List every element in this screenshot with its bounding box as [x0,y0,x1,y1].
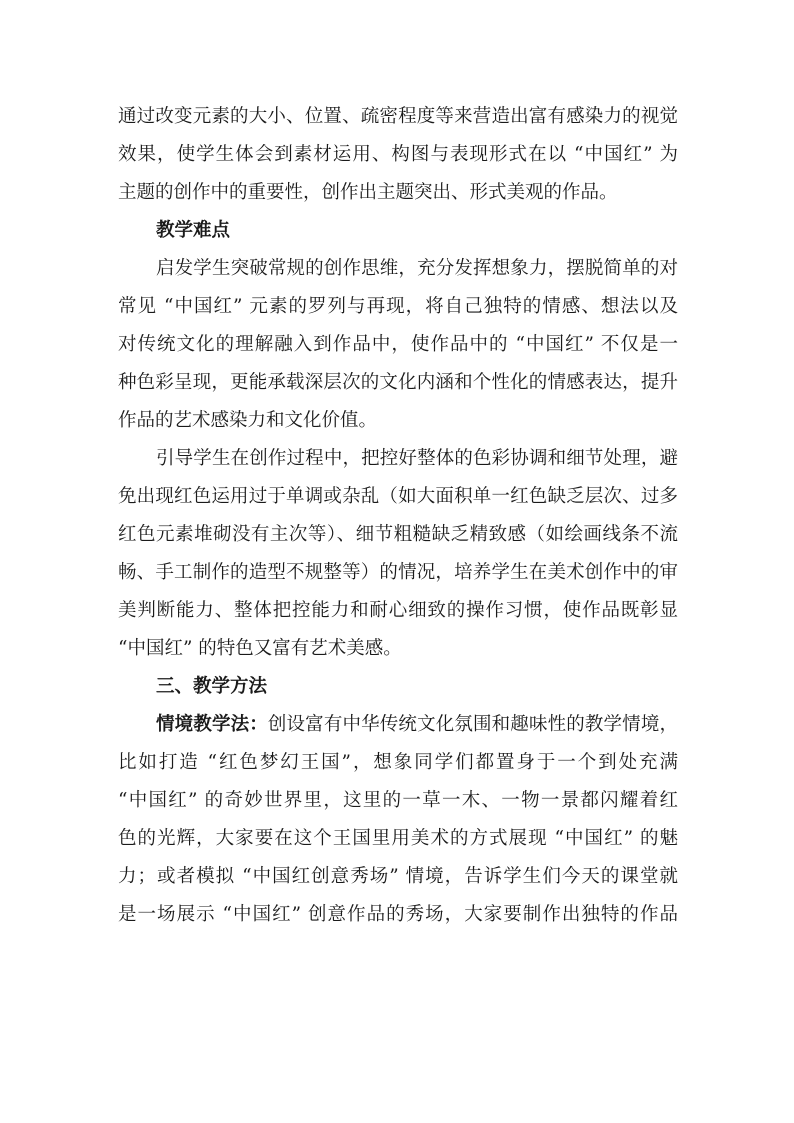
paragraph-line: 是一场展示 “中国红” 创意作品的秀场，大家要制作出独特的作品 [118,904,678,925]
method-description: 创设富有中华传统文化氛围和趣味性的教学情境， [267,714,678,735]
document-body [118,98,678,934]
paragraph-line: “中国红” 的特色又富有艺术美感。 [118,638,402,659]
paragraph-line-first [118,706,678,744]
paragraph-line: 通过改变元素的大小、位置、疏密程度等来营造出富有感染力的视觉 [118,106,678,127]
paragraph-line: 效果，使学生体会到素材运用、构图与表现形式在以 “中国红” 为 [118,144,678,165]
section-heading-difficulty: 教学难点 [156,220,231,241]
paragraph-line: 启发学生突破常规的创作思维，充分发挥想象力，摆脱简单的对 [156,258,678,279]
paragraph-line: 美判断能力、整体把控能力和耐心细致的操作习惯，使作品既彰显 [118,600,678,621]
paragraph-situational-teaching [118,706,678,934]
paragraph-line: 畅、手工制作的造型不规整等）的情况，培养学生在美术创作中的审 [118,562,678,583]
paragraph-line: 作品的艺术感染力和文化价值。 [118,410,378,431]
paragraph-line: 红色元素堆砌没有主次等）、细节粗糙缺乏精致感（如绘画线条不流 [118,524,678,545]
paragraph-line: 比如打造 “红色梦幻王国”，想象同学们都置身于一个到处充满 [118,752,678,773]
paragraph-teaching-goal-continuation [118,98,678,212]
section-heading-methods: 三、教学方法 [156,676,268,697]
paragraph-line: “中国红” 的奇妙世界里，这里的一草一木、一物一景都闪耀着红 [118,790,678,811]
paragraph-line: 免出现红色运用过于单调或杂乱（如大面积单一红色缺乏层次、过多 [118,486,678,507]
paragraph-line: 种色彩呈现，更能承载深层次的文化内涵和个性化的情感表达，提升 [118,372,678,393]
paragraph-difficulty-1 [118,250,678,440]
method-name-label: 情境教学法： [156,714,268,735]
paragraph-line: 主题的创作中的重要性，创作出主题突出、形式美观的作品。 [118,182,618,203]
paragraph-line: 力；或者模拟 “中国红创意秀场” 情境，告诉学生们今天的课堂就 [118,866,678,887]
paragraph-difficulty-2 [118,440,678,668]
paragraph-line: 引导学生在创作过程中，把控好整体的色彩协调和细节处理，避 [156,448,678,469]
paragraph-line: 对传统文化的理解融入到作品中，使作品中的 “中国红” 不仅是一 [118,334,678,355]
paragraph-line: 色的光辉，大家要在这个王国里用美术的方式展现 “中国红” 的魅 [118,828,678,849]
paragraph-line: 常见 “中国红” 元素的罗列与再现，将自己独特的情感、想法以及 [118,296,678,317]
